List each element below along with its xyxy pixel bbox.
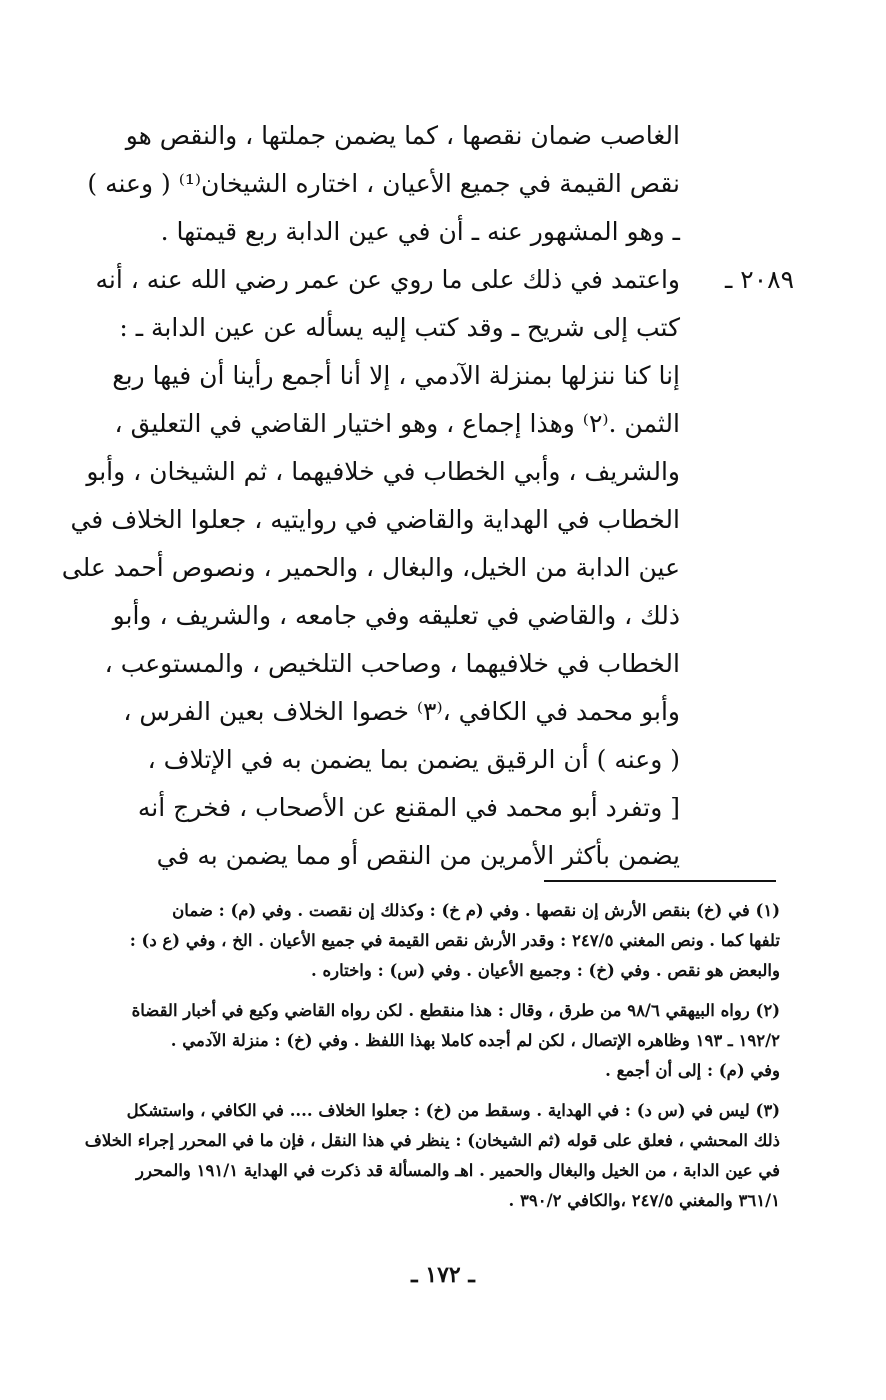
footnote-divider — [544, 880, 776, 882]
footnote-line: ٣٦١/١ والمغني ٢٤٧/٥ ،والكافي ٣٩٠/٢ . — [508, 1191, 780, 1210]
footnotes — [84, 896, 780, 1216]
main-line: كتب إلى شريح ـ وقد كتب إليه يسأله عن عين الدابة ـ : — [119, 313, 680, 342]
main-line: الغاصب ضمان نقصها ، كما يضمن جملتها ، والنقص هو — [125, 121, 680, 150]
main-line: الثمن .⁽٢⁾ وهذا إجماع ، وهو اختيار القاضي في التعليق ، — [114, 409, 680, 438]
footnote-line: (٣) ليس في (س د) : في الهداية . وسقط من (خ) : جعلوا الخلاف .... في الكافي ، واستشكل — [126, 1101, 780, 1120]
paragraph-number: ٢٠٨٩ ـ — [725, 265, 794, 294]
main-line: ( وعنه ) أن الرقيق يضمن بما يضمن به في الإتلاف ، — [147, 745, 680, 774]
page-number: ـ ١٧٢ ـ — [411, 1262, 475, 1288]
footnote-line: (٢) رواه البيهقي ٩٨/٦ من طرق ، وقال : هذا منقطع . لكن رواه القاضي وكيع في أخبار القضاة — [131, 1001, 780, 1020]
footnote-line: في عين الدابة ، من الخيل والبغال والحمير . اهـ والمسألة قد ذكرت في الهداية ١٩١/١ والمحرر — [136, 1161, 780, 1180]
main-line: يضمن بأكثر الأمرين من النقص أو مما يضمن به في — [156, 841, 680, 870]
main-line: الخطاب في الهداية والقاضي في روايتيه ، جعلوا الخلاف في — [70, 505, 680, 534]
footnote-3 — [84, 1096, 780, 1216]
main-text — [61, 112, 794, 880]
footnote-line: (١) في (خ) بنقص الأرش إن نقصها . وفي (م خ) : وكذلك إن نقصت . وفي (م) : ضمان — [172, 901, 780, 920]
footnote-line: ١٩٢/٢ ـ ١٩٣ وظاهره الإتصال ، لكن لم أجده كاملا بهذا اللفظ . وفي (خ) : منزلة الآدمي . — [170, 1031, 780, 1050]
main-line: ذلك ، والقاضي في تعليقه وفي جامعه ، والشريف ، وأبو — [112, 601, 680, 630]
main-line: واعتمد في ذلك على ما روي عن عمر رضي الله عنه ، أنه — [95, 265, 680, 294]
footnote-line: ذلك المحشي ، فعلق على قوله (ثم الشيخان) : ينظر في هذا النقل ، فإن ما في المحرر إجراء الخلاف — [84, 1131, 780, 1150]
main-line: ـ وهو المشهور عنه ـ أن في عين الدابة ربع قيمتها . — [160, 217, 680, 246]
footnote-line: وفي (م) : إلى أن أجمع . — [605, 1061, 780, 1080]
main-line: إنا كنا ننزلها بمنزلة الآدمي ، إلا أنا أجمع رأينا أن فيها ربع — [112, 361, 680, 390]
main-line: [ وتفرد أبو محمد في المقنع عن الأصحاب ، فخرج أنه — [137, 793, 680, 822]
footnote-line: والبعض هو نقص . وفي (خ) : وجميع الأعيان . وفي (س) : واختاره . — [311, 961, 780, 980]
main-line: الخطاب في خلافيهما ، وصاحب التلخيص ، والمستوعب ، — [104, 649, 680, 678]
main-line: عين الدابة من الخيل، والبغال ، والحمير ، ونصوص أحمد على — [61, 553, 680, 582]
main-line: والشريف ، وأبي الخطاب في خلافيهما ، ثم الشيخان ، وأبو — [86, 457, 680, 486]
main-line: نقص القيمة في جميع الأعيان ، اختاره الشيخان⁽¹⁾ ( وعنه ) — [87, 169, 680, 198]
footnote-2 — [114, 996, 780, 1086]
footnote-1 — [114, 896, 780, 986]
main-line: وأبو محمد في الكافي ،⁽٣⁾ خصوا الخلاف بعين الفرس ، — [123, 697, 680, 726]
footnote-line: تلفها كما . ونص المغني ٢٤٧/٥ : وقدر الأرش نقص القيمة في جميع الأعيان . الخ ، وفي (ع د) : — [129, 931, 780, 950]
